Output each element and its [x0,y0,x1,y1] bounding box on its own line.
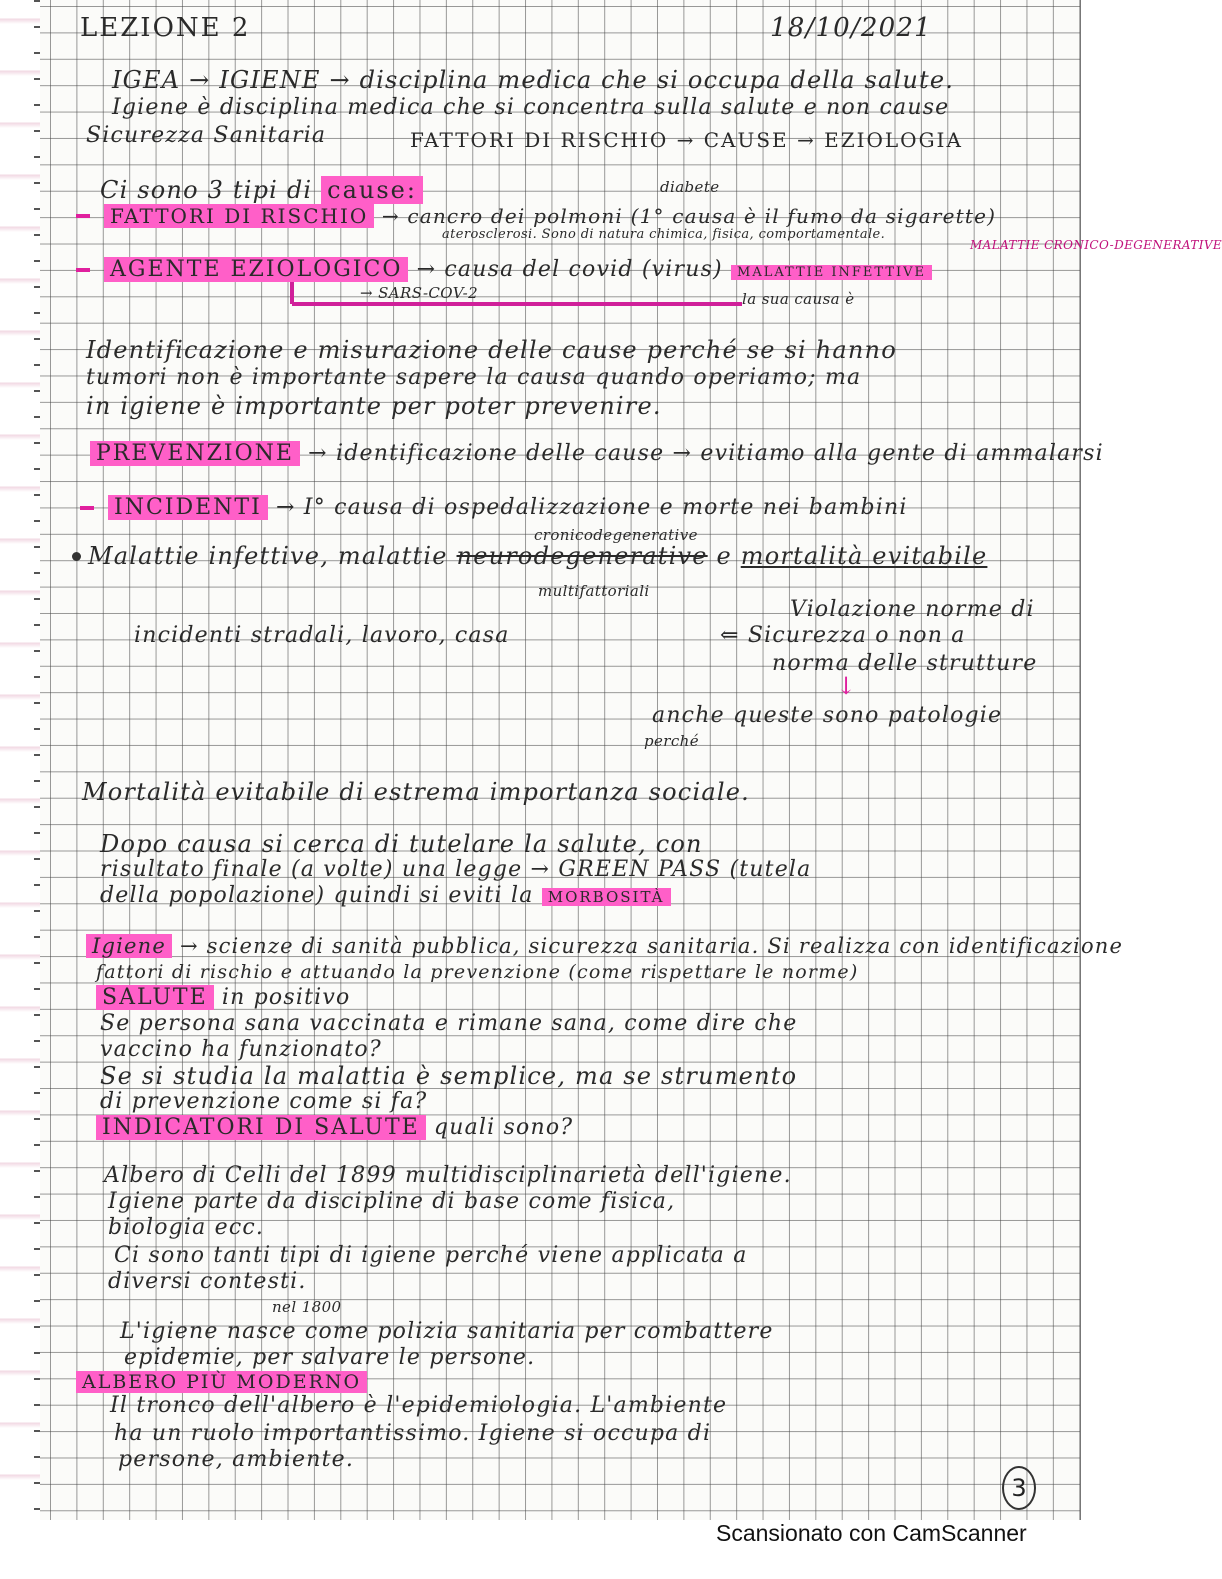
highlight-fattori: FATTORI DI RISCHIO [104,204,374,228]
text-line: biologia ecc. [108,1215,265,1240]
highlight-morbosita: MORBOSITÀ [542,888,671,906]
annotation: multifattoriali [538,582,650,600]
text-line: Identificazione e misurazione delle cause perché se si hanno [86,336,897,364]
annotation: la sua causa è [742,290,855,308]
text-line: INDICATORI DI SALUTE quali sono? [96,1114,573,1142]
highlight-agente: AGENTE EZIOLOGICO [104,257,408,282]
text-line: Mortalità evitabile di estrema importanza sociale. [82,778,750,806]
page-number: 3 [1002,1466,1036,1510]
pink-arrow-line [290,282,294,304]
text-line: norma delle strutture [772,651,1038,676]
text-line: incidenti stradali, lavoro, casa [134,623,510,648]
dash-bullet [76,214,90,218]
text-line: PREVENZIONE → identificazione delle cause → evitiamo alla gente di ammalarsi [90,440,1104,468]
lesson-date: 18/10/2021 [770,13,932,43]
annotation: MALATTIE CRONICO-DEGENERATIVE [970,238,1222,252]
text-line: Se si studia la malattia è semplice, ma se strumento [100,1062,798,1090]
notebook-ring-holes [0,0,40,1520]
text-line: Se persona sana vaccinata e rimane sana, come dire che [100,1011,798,1036]
arrow-icon: ↓ [836,672,858,700]
highlight-albero-moderno: ALBERO PIÙ MODERNO [76,1371,367,1393]
annotation: → SARS-COV-2 [360,284,479,302]
text-line: L'igiene nasce come polizia sanitaria per combattere [120,1319,774,1344]
text-line: Igiene è disciplina medica che si concentra sulla salute e non cause [112,95,950,120]
annotation: aterosclerosi. Sono di natura chimica, fisica, comportamentale. [442,227,886,242]
highlight-indicatori: INDICATORI DI SALUTE [96,1115,426,1140]
text-line: persone, ambiente. [118,1447,355,1472]
text-line: della popolazione) quindi si eviti la MORBOSITÀ [100,882,671,910]
text-line: epidemie, per salvare le persone. [124,1345,536,1370]
text-line: tumori non è importante sapere la causa quando operiamo; ma [86,365,862,390]
dash-bullet [80,506,94,510]
highlight-igiene: Igiene [86,934,172,958]
pink-arrow-line [292,302,742,306]
text-line: FATTORI DI RISCHIO → CAUSE → EZIOLOGIA [410,128,963,152]
text-line: Ci sono tanti tipi di igiene perché viene applicata a [114,1243,748,1268]
text-line: Il tronco dell'albero è l'epidemiologia. L'ambiente [110,1393,728,1418]
text-line: Igiene → scienze di sanità pubblica, sicurezza sanitaria. Si realizza con identificazione [86,932,1123,960]
lesson-title: LEZIONE 2 [80,13,251,43]
highlight-prevenzione: PREVENZIONE [90,441,300,466]
text-line: Sicurezza Sanitaria [86,123,327,148]
text-line: SALUTE in positivo [96,984,350,1012]
text-line: diversi contesti. [108,1269,307,1294]
highlight-cause: cause: [321,176,423,204]
text-line: Ci sono 3 tipi di cause: [100,176,423,204]
text-line: Igiene parte da discipline di base come fisica, [108,1189,676,1214]
annotation: cronicodegenerative [534,526,698,544]
highlight-malattie-infettive: MALATTIE INFETTIVE [731,265,932,280]
text-line: in igiene è importante per poter prevenire. [86,392,662,420]
highlight-incidenti: INCIDENTI [108,495,268,520]
text-line: vaccino ha funzionato? [100,1037,382,1062]
text-line: IGEA → IGIENE → disciplina medica che si occupa della salute. [112,66,955,94]
text-line: AGENTE EZIOLOGICO → causa del covid (virus) MALATTIE INFETTIVE [104,256,932,284]
text-line: ⇐ Sicurezza o non a [720,623,966,648]
highlight-salute: SALUTE [96,985,214,1010]
text-line: di prevenzione come si fa? [100,1089,428,1114]
text-line: Malattie infettive, malattie neurodegenerative e mortalità evitabile [88,542,988,570]
text-line: FATTORI DI RISCHIO → cancro dei polmoni (1° causa è il fumo da sigarette) [104,202,996,230]
annotation: perché [644,732,699,750]
text-line: Albero di Celli del 1899 multidisciplinarietà dell'igiene. [104,1163,792,1188]
dash-bullet [76,268,90,272]
text-line: ha un ruolo importantissimo. Igiene si occupa di [114,1421,712,1446]
text-line: Dopo causa si cerca di tutelare la salute, con [100,830,703,858]
round-bullet [72,552,81,561]
text-line: fattori di rischio e attuando la prevenzione (come rispettare le norme) [96,961,859,983]
text-line: risultato finale (a volte) una legge → GREEN PASS (tutela [100,857,812,882]
scanner-watermark: Scansionato con CamScanner [716,1520,1027,1546]
annotation: nel 1800 [272,1298,342,1316]
text-line: INCIDENTI → I° causa di ospedalizzazione e morte nei bambini [108,494,908,522]
text-line: anche queste sono patologie [652,703,1003,728]
text-line: Violazione norme di [790,597,1035,622]
annotation: diabete [660,178,720,196]
